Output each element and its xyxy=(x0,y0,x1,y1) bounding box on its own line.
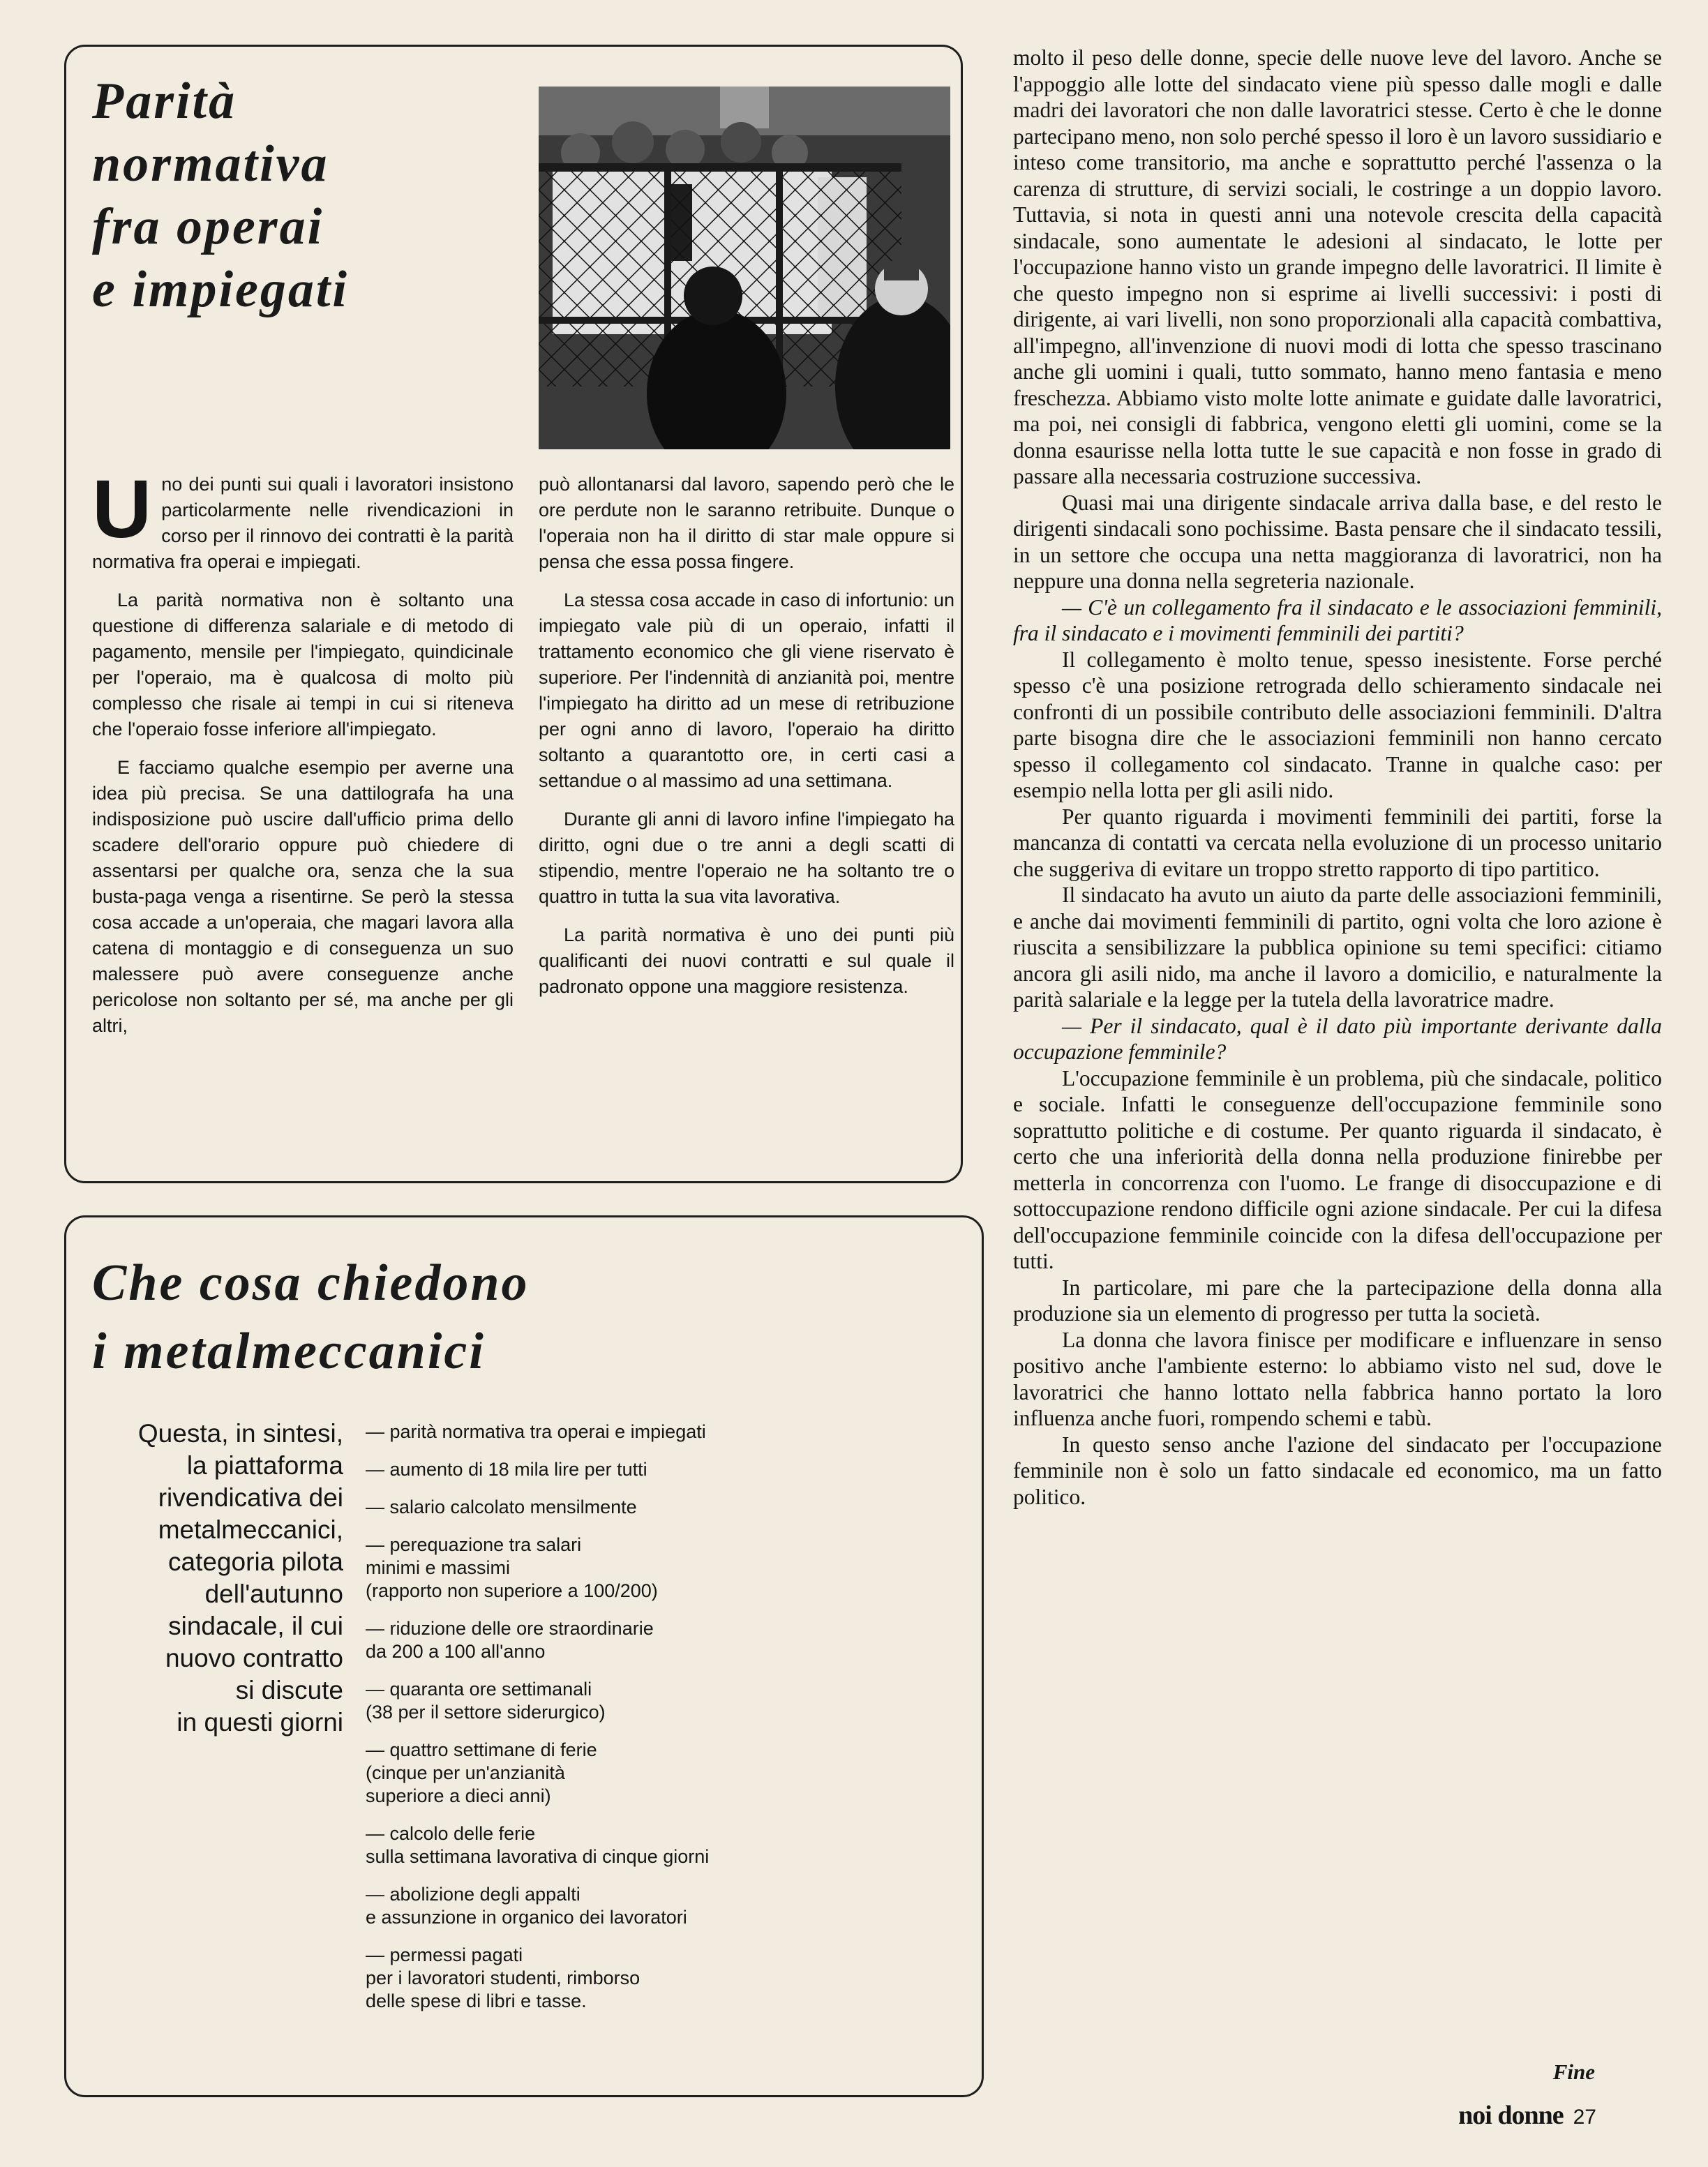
demand-item xyxy=(366,1534,952,1603)
interview-paragraph: Il sindacato ha avuto un aiuto da parte delle associazioni femminili, e anche dai movimenti femminili di partito, ogni volta che loro azione è riuscita a sensibilizzare la pubblica opinione su temi specifici: citiamo ancora gli asili nido, ma anche il lavoro a domicilio, e naturalmente la parità salariale e la legge per la tutela della lavoratrice madre. xyxy=(1013,883,1662,1012)
interview-paragraph: In particolare, mi pare che la partecipazione della donna alla produzione sia un elemento di progresso per tutta la società. xyxy=(1013,1275,1662,1326)
demand-line: per i lavoratori studenti, rimborso xyxy=(366,1967,640,1988)
demand-item xyxy=(366,1496,952,1519)
intro-line: sindacale, il cui xyxy=(168,1612,343,1640)
title-line: normativa xyxy=(92,135,329,193)
interview-question: — C'è un collegamento fra il sindacato e le associazioni femminili, fra il sindacato e i movimenti femminili dei partiti? xyxy=(1013,594,1662,645)
demand-line: minimi e massimi xyxy=(366,1557,511,1578)
interview-paragraph: Per quanto riguarda i movimenti femminili dei partiti, forse la mancanza di contatti va cercata nella evoluzione di un processo unitario che suggeriva di evitare un troppo stretto rapporto di tipo partitico. xyxy=(1013,804,1662,881)
demand-line: — permessi pagati xyxy=(366,1944,523,1965)
demand-item xyxy=(366,1883,952,1929)
article-title-metalmeccanici xyxy=(92,1249,860,1386)
platform-intro xyxy=(92,1418,343,1739)
demand-line: — quattro settimane di ferie xyxy=(366,1739,597,1760)
demand-line: sulla settimana lavorativa di cinque giorni xyxy=(366,1846,710,1867)
intro-line: dell'autunno xyxy=(204,1580,343,1608)
end-mark: Fine xyxy=(1552,2060,1595,2084)
paragraph: La parità normativa è uno dei punti più qualificanti dei nuovi contratti e sul quale il padronato oppone una maggiore resistenza. xyxy=(539,924,954,997)
page-footer xyxy=(1458,2100,1596,2131)
title-line: fra operai xyxy=(92,198,324,255)
demand-line: e assunzione in organico dei lavoratori xyxy=(366,1907,687,1928)
demand-line: (38 per il settore siderurgico) xyxy=(366,1702,606,1723)
demand-line: da 200 a 100 all'anno xyxy=(366,1641,546,1662)
paragraph: Durante gli anni di lavoro infine l'impiegato ha diritto, ogni due o tre anni a degli scatti di stipendio, mentre l'operaio ne ha soltanto tre o quattro in tutta la sua vita lavorativa. xyxy=(539,809,954,907)
demand-line: (rapporto non superiore a 100/200) xyxy=(366,1580,658,1601)
demand-item xyxy=(366,1822,952,1868)
title-line: Che cosa chiedono xyxy=(92,1254,530,1312)
demand-line: superiore a dieci anni) xyxy=(366,1785,551,1806)
interview-column xyxy=(1013,45,1662,1510)
demand-line: — quaranta ore settimanali xyxy=(366,1679,592,1700)
demand-item xyxy=(366,1458,952,1481)
interview-paragraph: In questo senso anche l'azione del sindacato per l'occupazione femminile non è solo un fatto sindacale ed economico, ma un fatto politico. xyxy=(1013,1432,1662,1509)
title-line: i metalmeccanici xyxy=(92,1323,486,1380)
intro-line: in questi giorni xyxy=(177,1708,343,1737)
intro-line: metalmeccanici, xyxy=(158,1515,343,1544)
demands-list xyxy=(366,1420,952,2027)
article-title-parita xyxy=(92,70,455,321)
intro-line: si discute xyxy=(235,1676,343,1704)
demand-line: delle spese di libri e tasse. xyxy=(366,1990,587,2011)
intro-line: la piattaforma xyxy=(186,1451,343,1480)
title-line: e impiegati xyxy=(92,261,349,318)
title-line: Parità xyxy=(92,73,237,130)
demand-item xyxy=(366,1944,952,2013)
demand-line: (cinque per un'anzianità xyxy=(366,1762,565,1783)
page-number: 27 xyxy=(1573,2106,1596,2129)
intro-line: nuovo contratto xyxy=(165,1644,343,1672)
demand-item xyxy=(366,1420,952,1444)
demand-item xyxy=(366,1739,952,1808)
interview-paragraph: Quasi mai una dirigente sindacale arriva dalla base, e del resto le dirigenti sindacali sono pochissime. Basta pensare che il sindacato tessili, in un settore che occupa una netta maggioranza di lavoratrici, non ha neppure una donna nella segreteria nazionale. xyxy=(1013,490,1662,593)
demand-item xyxy=(366,1678,952,1724)
demand-line: — riduzione delle ore straordinarie xyxy=(366,1618,654,1639)
demand-line: — calcolo delle ferie xyxy=(366,1823,536,1844)
interview-question: — Per il sindacato, qual è il dato più importante derivante dalla occupazione femminile? xyxy=(1013,1013,1662,1064)
magazine-logo: noi donne xyxy=(1458,2101,1564,2130)
paragraph: La parità normativa non è soltanto una questione di differenza salariale e di metodo di pagamento, mensile per l'impiegato, quindicinale per l'operaio, ma è qualcosa di molto più complesso che risale ai tempi in cui si riteneva che l'operaio fosse inferiore all'impiegato. xyxy=(92,590,514,740)
demand-item xyxy=(366,1617,952,1663)
paragraph: può allontanarsi dal lavoro, sapendo però che le ore perdute non le saranno retribuite. Dunque o l'operaia non ha il diritto di star male oppure si pensa che essa possa fingere. xyxy=(539,474,954,572)
demand-line: — salario calcolato mensilmente xyxy=(366,1497,637,1517)
paragraph: La stessa cosa accade in caso di infortunio: un impiegato vale più di un operaio, infatti il trattamento economico che gli viene riservato è superiore. Per l'indennità di anzianità poi, mentre l'impiegato ha diritto ad un mese di retribuzione per ogni anno di lavoro, l'operaio ha diritto soltanto a quarantotto ore, in certi casi a settandue o al massimo ad una settimana. xyxy=(539,590,954,791)
article-column-right xyxy=(539,472,954,1012)
interview-paragraph: L'occupazione femminile è un problema, più che sindacale, politico e sociale. Infatti le conseguenze dell'occupazione femminile sono soprattutto politiche e di costume. Per quanto riguarda il sindacato, è certo che una inferiorità della donna nella produzione finirebbe per metterla in concorrenza con l'uomo. Le frange di disoccupazione e di sottoccupazione rendono difficile ogni azione sindacale. Per cui la difesa dell'occupazione femminile coincide con la difesa dell'occupazione per tutti. xyxy=(1013,1065,1662,1273)
interview-paragraph: La donna che lavora finisce per modificare e influenzare in senso positivo anche l'ambiente esterno: lo abbiamo visto nel sud, dove le lavoratrici che hanno lottato nella fabbrica hanno portato la loro influenza anche fuori, rompendo schemi e tabù. xyxy=(1013,1327,1662,1430)
paragraph xyxy=(92,463,514,575)
demand-line: — abolizione degli appalti xyxy=(366,1884,580,1905)
demand-line: — parità normativa tra operai e impiegati xyxy=(366,1421,706,1442)
paragraph: E facciamo qualche esempio per averne una idea più precisa. Se una dattilografa ha una indisposizione può uscire dall'ufficio prima dello scadere dell'orario oppure può chiedere di assentarsi per qualche ora, senza che la sua busta-paga venga a risentirne. Se però la stessa cosa accade a un'operaia, che magari lavora alla catena di montaggio e di conseguenza un suo malessere può avere conseguenze anche pericolose non soltanto per sé, ma anche per gli altri, xyxy=(92,757,514,1036)
drop-cap: U xyxy=(92,463,152,555)
intro-line: Questa, in sintesi, xyxy=(137,1419,343,1448)
intro-line: rivendicativa dei xyxy=(158,1483,343,1512)
demand-line: — perequazione tra salari xyxy=(366,1534,582,1555)
article-column-left xyxy=(92,463,514,1051)
interview-paragraph: molto il peso delle donne, specie delle nuove leve del lavoro. Anche se l'appoggio alle lotte del sindacato viene più spesso dalle mogli e dalle madri dei lavoratori che non dalle lavoratrici stesse. Certo è che le donne partecipano meno, non solo perché spesso il loro è un lavoro sussidiario e inteso come transitorio, ma anche e soprattutto perché l'assenza o la carenza di strutture, di servizi sociali, le costringe a un doppio lavoro. Tuttavia, si nota in questi anni una notevole crescita della capacità sindacale, sono aumentate le adesioni al sindacato, le lotte per l'occupazione hanno visto un grande impegno delle lavoratrici. Il limite è che questo impegno non si esprime ai livelli successivi: i posti di dirigente, ai vari livelli, non sono proporzionali alla capacità combattiva, all'impegno, all'invenzione di nuovi modi di lotta che spesso trascinano anche gli uomini i quali, tutto sommato, hanno meno fantasia e meno freschezza. Abbiamo visto molte lotte animate e guidate dalle lavoratrici, ma poi, nei consigli di fabbrica, vengono eletti gli uomini, come se la donna esaurisse nella lotta tutte le sue capacità e non fosse in grado di passare alla necessaria costruzione successiva. xyxy=(1013,45,1662,488)
demand-line: — aumento di 18 mila lire per tutti xyxy=(366,1459,647,1480)
paragraph-text: no dei punti sui quali i lavoratori insistono particolarmente nelle rivendicazioni in corso per il rinnovo dei contratti è la parità normativa fra operai e impiegati. xyxy=(92,474,514,572)
intro-line: categoria pilota xyxy=(168,1547,343,1576)
news-photo xyxy=(539,87,950,449)
photo-illustration xyxy=(539,87,950,449)
interview-paragraph: Il collegamento è molto tenue, spesso inesistente. Forse perché spesso c'è una posizione retrograda dello schieramento sindacale nei confronti di un possibile contributo delle associazioni femminili. D'altra parte bisogna dire che le associazioni femminili non hanno cercato spesso il collegamento col sindacato. Tranne in qualche caso: per esempio nella lotta per gli asili nido. xyxy=(1013,647,1662,802)
